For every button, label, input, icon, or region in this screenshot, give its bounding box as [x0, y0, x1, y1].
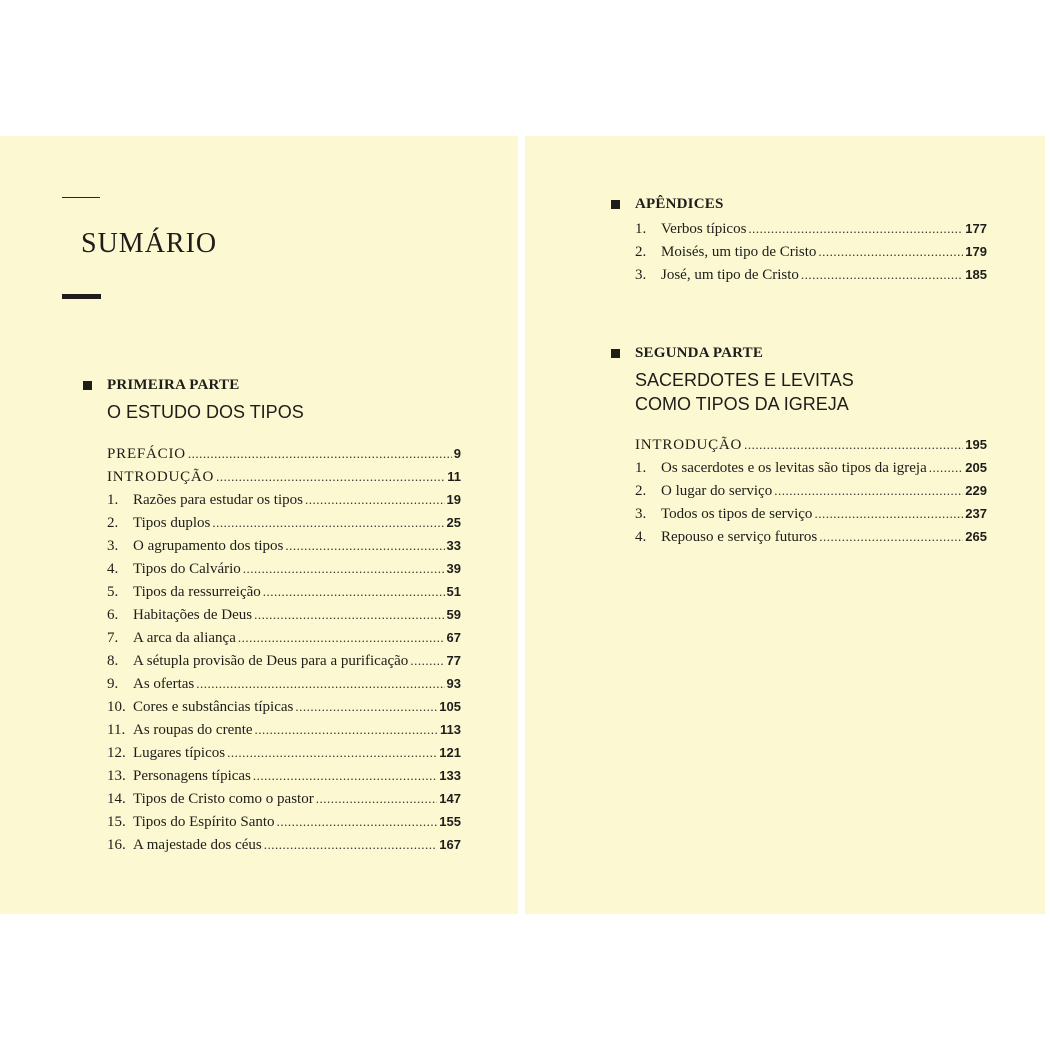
toc-entry-number: 12. [107, 745, 126, 761]
toc-entry-number: 11. [107, 722, 126, 738]
toc-row[interactable] [635, 502, 987, 525]
toc-entry-number: 5. [107, 584, 119, 600]
toc-entry-number: 7. [107, 630, 119, 646]
toc-row[interactable] [635, 240, 987, 263]
toc-leader-dots [212, 511, 444, 534]
toc-entry-label: Cores e substâncias típicas [133, 699, 294, 715]
toc-row[interactable] [107, 672, 461, 695]
toc-entry-number: 1. [635, 221, 647, 237]
toc-page-number: 39 [446, 561, 461, 576]
toc-leader-dots [819, 525, 963, 548]
toc-row[interactable] [107, 810, 461, 833]
toc-entry-label: Moisés, um tipo de Cristo [661, 244, 817, 260]
toc-entry-number: 13. [107, 768, 126, 784]
toc-page-number: 33 [446, 538, 461, 553]
toc-row[interactable] [107, 741, 461, 764]
title-bottom-rule [62, 294, 101, 299]
toc-leader-dots [295, 695, 437, 718]
toc-entry-number: 3. [635, 506, 647, 522]
toc-row[interactable] [107, 649, 461, 672]
part2-heading: SEGUNDA PARTE [635, 345, 764, 361]
toc-entry-label: Habitações de Deus [133, 607, 253, 623]
toc-page-number: 167 [439, 837, 461, 852]
toc-row[interactable] [107, 534, 461, 557]
part2-toc [635, 433, 987, 548]
toc-leader-dots [254, 603, 444, 626]
toc-entry-number: 2. [107, 515, 119, 531]
toc-entry-label: Tipos do Espírito Santo [133, 814, 275, 830]
toc-row-introducao[interactable] [635, 433, 987, 456]
toc-leader-dots [264, 833, 438, 856]
title-top-rule [62, 197, 100, 198]
toc-page-number: 121 [439, 745, 461, 760]
toc-row[interactable] [107, 511, 461, 534]
toc-entry-number: 16. [107, 837, 126, 853]
toc-leader-dots [227, 741, 437, 764]
toc-leader-dots [748, 217, 963, 240]
toc-entry-number: 3. [635, 267, 647, 283]
toc-row-introducao[interactable] [107, 465, 461, 488]
toc-page-number: 113 [440, 722, 461, 737]
toc-page-number: 147 [439, 791, 461, 806]
toc-page-number: 19 [446, 492, 461, 507]
toc-page-number: 229 [965, 483, 987, 498]
toc-entry-number: 6. [107, 607, 119, 623]
toc-entry-label: Personagens típicas [133, 768, 251, 784]
toc-leader-dots [238, 626, 445, 649]
toc-entry-number: 2. [635, 483, 647, 499]
appendices-heading: APÊNDICES [635, 196, 724, 212]
toc-page-number: 133 [439, 768, 461, 783]
toc-page-number: 9 [453, 446, 461, 461]
toc-leader-dots [744, 433, 963, 456]
toc-page-number: 25 [446, 515, 461, 530]
toc-row[interactable] [107, 764, 461, 787]
toc-entry-number: 3. [107, 538, 119, 554]
toc-page-number: 67 [446, 630, 461, 645]
toc-leader-dots [277, 810, 438, 833]
page-title: SUMÁRIO [81, 228, 218, 259]
toc-entry-label: Tipos de Cristo como o pastor [133, 791, 314, 807]
toc-entry-number: 15. [107, 814, 126, 830]
toc-entry-label: As ofertas [133, 676, 195, 692]
toc-row[interactable] [107, 718, 461, 741]
toc-page-number: 195 [965, 437, 987, 452]
toc-entry-label: Tipos da ressurreição [133, 584, 261, 600]
toc-entry-label: O lugar do serviço [661, 483, 773, 499]
toc-entry-label: Tipos do Calvário [133, 561, 241, 577]
toc-entry-label: INTRODUÇÃO [635, 437, 743, 453]
toc-row[interactable] [635, 479, 987, 502]
toc-leader-dots [255, 718, 438, 741]
toc-page-number: 59 [446, 607, 461, 622]
toc-page-number: 205 [965, 460, 987, 475]
toc-entry-number: 1. [635, 460, 647, 476]
toc-entry-label: PREFÁCIO [107, 446, 186, 462]
toc-row[interactable] [635, 525, 987, 548]
toc-entry-label: As roupas do crente [133, 722, 253, 738]
toc-entry-label: O agrupamento dos tipos [133, 538, 284, 554]
toc-leader-dots [814, 502, 963, 525]
toc-page-number: 11 [447, 469, 461, 484]
toc-entry-label: José, um tipo de Cristo [661, 267, 799, 283]
toc-leader-dots [801, 263, 963, 286]
toc-entry-number: 10. [107, 699, 126, 715]
toc-page-number: 155 [439, 814, 461, 829]
toc-page-number: 185 [965, 267, 987, 282]
part1-subtitle: O ESTUDO DOS TIPOS [107, 402, 304, 422]
toc-page-number: 51 [446, 584, 461, 599]
toc-row[interactable] [107, 695, 461, 718]
toc-entry-label: Os sacerdotes e os levitas são tipos da igreja [661, 460, 927, 476]
toc-entry-number: 1. [107, 492, 119, 508]
toc-entry-label: A majestade dos céus [133, 837, 262, 853]
toc-leader-dots [316, 787, 438, 810]
toc-leader-dots [188, 442, 452, 465]
toc-leader-dots [243, 557, 445, 580]
toc-entry-label: Todos os tipos de serviço [661, 506, 813, 522]
toc-row-prefacio[interactable] [107, 442, 461, 465]
toc-leader-dots [253, 764, 437, 787]
toc-row[interactable] [107, 833, 461, 856]
toc-page-number: 177 [965, 221, 987, 236]
toc-row[interactable] [107, 488, 461, 511]
toc-entry-label: A arca da aliança [133, 630, 236, 646]
toc-entry-label: Razões para estudar os tipos [133, 492, 303, 508]
toc-entry-number: 8. [107, 653, 119, 669]
toc-entry-label: Tipos duplos [133, 515, 211, 531]
appendices-toc [635, 217, 987, 286]
part1-toc [107, 442, 461, 856]
toc-page-number: 105 [439, 699, 461, 714]
toc-entry-number: 4. [635, 529, 647, 545]
toc-row[interactable] [107, 626, 461, 649]
part1-bullet-icon [83, 381, 92, 390]
toc-row[interactable] [107, 787, 461, 810]
toc-entry-number: 4. [107, 561, 119, 577]
toc-leader-dots [818, 240, 963, 263]
toc-entry-label: Repouso e serviço futuros [661, 529, 818, 545]
toc-entry-number: 14. [107, 791, 126, 807]
toc-row[interactable] [635, 217, 987, 240]
toc-row[interactable] [635, 263, 987, 286]
toc-row[interactable] [107, 603, 461, 626]
toc-leader-dots [196, 672, 444, 695]
toc-row[interactable] [107, 580, 461, 603]
appendices-bullet-icon [611, 200, 620, 209]
toc-entry-number: 9. [107, 676, 119, 692]
toc-entry-label: Lugares típicos [133, 745, 226, 761]
toc-leader-dots [929, 456, 964, 479]
toc-page-number: 265 [965, 529, 987, 544]
toc-page-number: 237 [965, 506, 987, 521]
toc-row[interactable] [107, 557, 461, 580]
toc-leader-dots [305, 488, 445, 511]
toc-page-number: 93 [446, 676, 461, 691]
toc-leader-dots [263, 580, 445, 603]
toc-entry-label: A sétupla provisão de Deus para a purificação [133, 653, 409, 669]
toc-leader-dots [285, 534, 444, 557]
toc-page-number: 77 [446, 653, 461, 668]
toc-entry-number: 2. [635, 244, 647, 260]
part1-heading: PRIMEIRA PARTE [107, 377, 240, 393]
part2-subtitle-line2: COMO TIPOS DA IGREJA [635, 394, 849, 414]
part2-bullet-icon [611, 349, 620, 358]
toc-entry-label: Verbos típicos [661, 221, 747, 237]
part2-subtitle-line1: SACERDOTES E LEVITAS [635, 370, 854, 390]
toc-page-number: 179 [965, 244, 987, 259]
toc-leader-dots [216, 465, 445, 488]
toc-entry-label: INTRODUÇÃO [107, 469, 215, 485]
toc-leader-dots [774, 479, 963, 502]
toc-row[interactable] [635, 456, 987, 479]
book-gutter [518, 136, 525, 914]
toc-leader-dots [410, 649, 444, 672]
